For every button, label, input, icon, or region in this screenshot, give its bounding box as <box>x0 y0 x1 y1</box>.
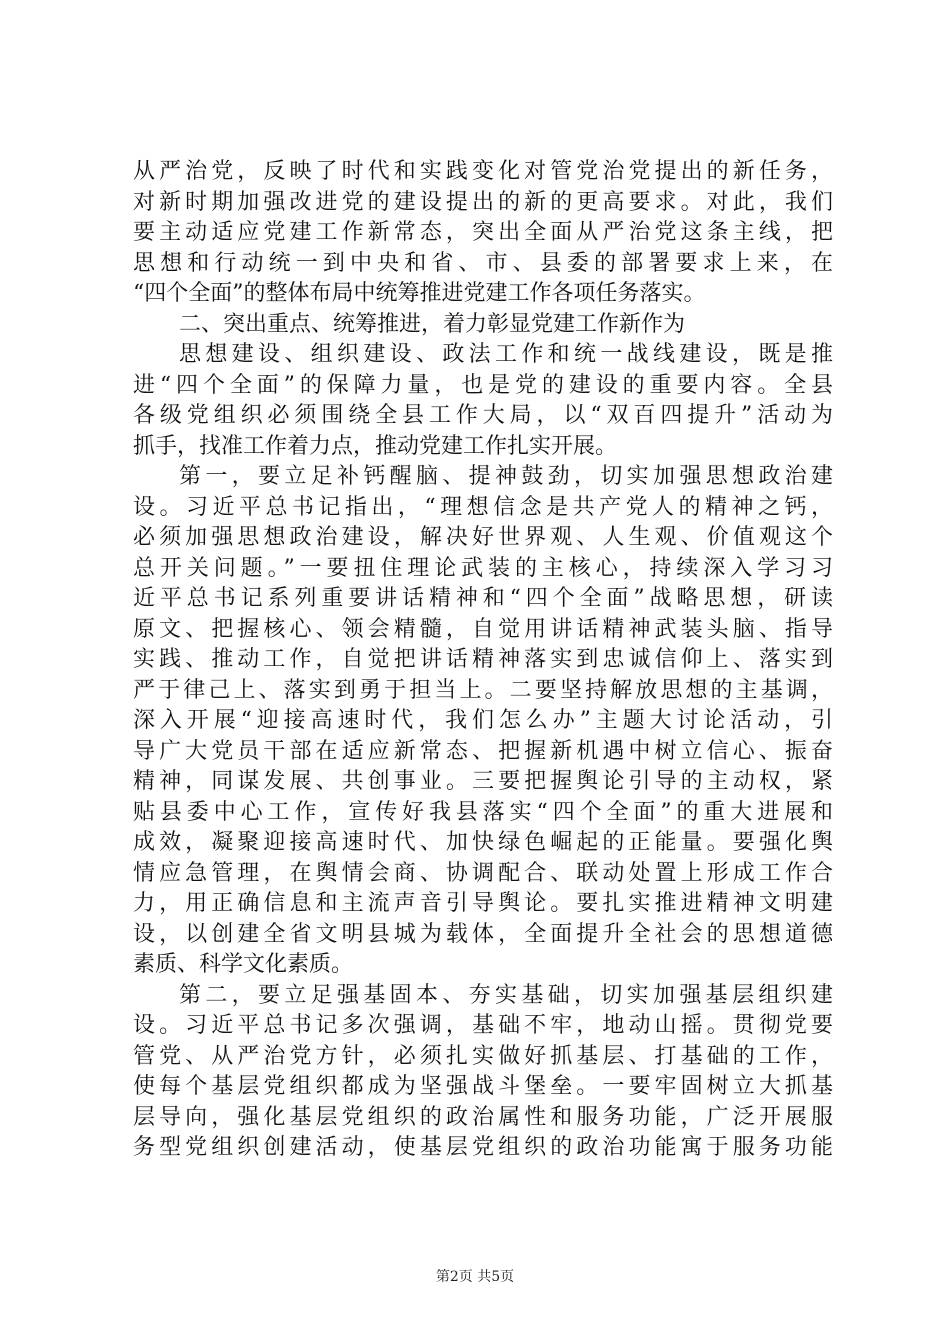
text-line: 第二，要立足强基固本、夯实基础，切实加强基层组织建 <box>179 982 833 1008</box>
text-line: 管党、从严治党方针，必须扎实做好抓基层、打基础的工作， <box>133 1043 833 1069</box>
text-line: 情应急管理，在舆情会商、协调配合、联动处置上形成工作合 <box>133 860 833 886</box>
text-line: 必须加强思想政治建设，解决好世界观、人生观、价值观这个 <box>133 525 833 550</box>
text-line: 使每个基层党组织都成为坚强战斗堡垒。一要牢固树立大抓基 <box>133 1074 833 1099</box>
text-line: 导广大党员干部在适应新常态、把握新机遇中树立信心、振奋 <box>133 738 833 764</box>
text-line: 设。习近平总书记指出，“理想信念是共产党人的精神之钙， <box>133 494 833 520</box>
body-text <box>133 157 833 1164</box>
page-footer: 第2页 共5页 <box>435 1269 515 1285</box>
text-line: 贴县委中心工作，宣传好我县落实“四个全面”的重大进展和 <box>133 799 833 825</box>
text-line: 思想建设、组织建设、政法工作和统一战线建设，既是推 <box>179 342 833 367</box>
text-line: 要主动适应党建工作新常态，突出全面从严治党这条主线，把 <box>133 220 833 245</box>
text-line: 总开关问题。”一要扭住理论武装的主核心，持续深入学习习 <box>133 555 833 581</box>
text-line: 精神，同谋发展、共创事业。三要把握舆论引导的主动权，紧 <box>133 769 833 794</box>
text-line: 层导向，强化基层党组织的政治属性和服务功能，广泛开展服 <box>133 1104 833 1130</box>
text-line: 抓手，找准工作着力点，推动党建工作扎实开展。 <box>133 433 618 459</box>
text-line: 各级党组织必须围绕全县工作大局，以“双百四提升”活动为 <box>133 403 833 428</box>
text-line: 素质、科学文化素质。 <box>133 952 354 977</box>
text-line: 从严治党，反映了时代和实践变化对管党治党提出的新任务， <box>133 159 833 184</box>
text-line: 实践、推动工作，自觉把讲话精神落实到忠诚信仰上、落实到 <box>133 647 833 672</box>
text-line: 深入开展“迎接高速时代，我们怎么办”主题大讨论活动，引 <box>133 708 833 733</box>
text-line: 成效，凝聚迎接高速时代、加快绿色崛起的正能量。要强化舆 <box>133 830 833 855</box>
text-line: 二、突出重点、统筹推进，着力彰显党建工作新作为 <box>179 311 686 337</box>
text-line: 严于律己上、落实到勇于担当上。二要坚持解放思想的主基调， <box>133 677 833 703</box>
text-line: “四个全面”的整体布局中统筹推进党建工作各项任务落实。 <box>133 281 706 306</box>
text-line: 务型党组织创建活动，使基层党组织的政治功能寓于服务功能 <box>133 1135 833 1160</box>
text-line: 原文、把握核心、领会精髓，自觉用讲话精神武装头脑、指导 <box>133 616 833 642</box>
text-line: 设，以创建全省文明县城为载体，全面提升全社会的思想道德 <box>133 921 833 947</box>
text-line: 第一，要立足补钙醒脑、提神鼓劲，切实加强思想政治建 <box>179 464 833 489</box>
text-line: 对新时期加强改进党的建设提出的新的更高要求。对此，我们 <box>133 189 833 215</box>
text-line: 近平总书记系列重要讲话精神和“四个全面”战略思想，研读 <box>133 586 833 611</box>
text-line: 进“四个全面”的保障力量，也是党的建设的重要内容。全县 <box>133 372 833 398</box>
text-line: 思想和行动统一到中央和省、市、县委的部署要求上来，在 <box>133 250 833 276</box>
text-line: 设。习近平总书记多次强调，基础不牢，地动山摇。贯彻党要 <box>133 1013 833 1038</box>
text-line: 力，用正确信息和主流声音引导舆论。要扎实推进精神文明建 <box>133 891 833 916</box>
